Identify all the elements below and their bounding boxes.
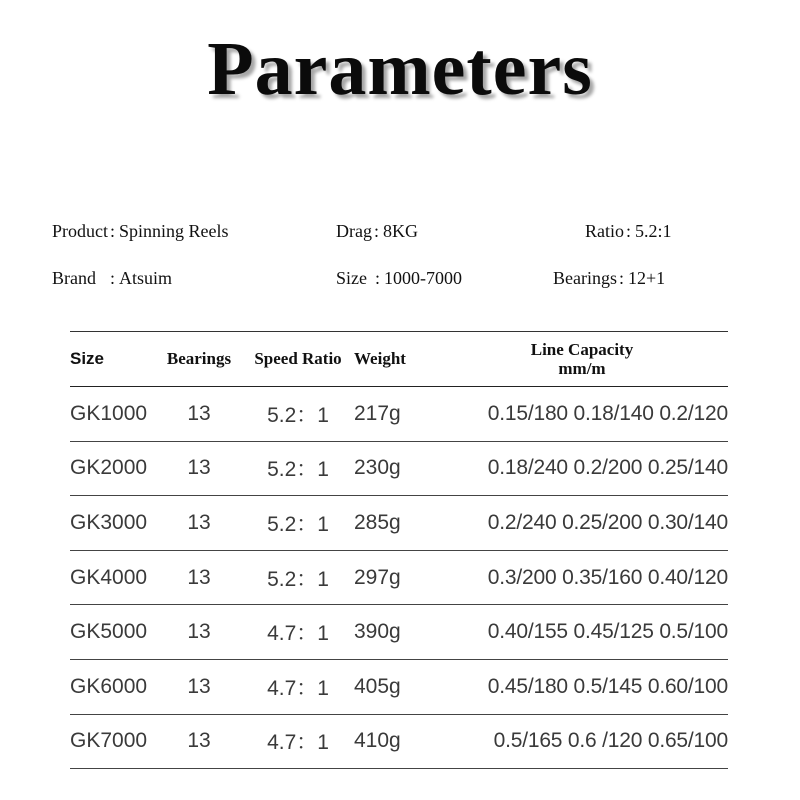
table-header-row (70, 332, 728, 387)
cell-line-capacity: 0.40/155 0.45/125 0.5/100 (436, 605, 728, 660)
cell-model: GK2000 (70, 441, 156, 496)
cell-weight: 285g (354, 496, 436, 551)
header-bearings: Bearings (156, 332, 242, 387)
cell-bearings: 13 (156, 550, 242, 605)
cell-weight: 390g (354, 605, 436, 660)
cell-ratio: 4.7：1 (242, 605, 354, 660)
spec-drag-value: 8KG (383, 221, 418, 241)
header-speed-ratio: Speed Ratio (242, 332, 354, 387)
cell-bearings: 13 (156, 496, 242, 551)
cell-line-capacity: 0.45/180 0.5/145 0.60/100 (436, 659, 728, 714)
cell-ratio: 4.7：1 (242, 659, 354, 714)
spec-size-value: 1000-7000 (384, 268, 463, 288)
spec-ratio-label: Ratio (585, 221, 624, 241)
cell-line-capacity: 0.2/240 0.25/200 0.30/140 (436, 496, 728, 551)
cell-model: GK6000 (70, 659, 156, 714)
cell-line-capacity: 0.15/180 0.18/140 0.2/120 (436, 387, 728, 442)
cell-model: GK3000 (70, 496, 156, 551)
cell-weight: 217g (354, 387, 436, 442)
table-row (70, 659, 728, 714)
header-line-capacity-unit: mm/m (558, 359, 606, 378)
cell-model: GK4000 (70, 550, 156, 605)
table-row (70, 550, 728, 605)
table-row (70, 387, 728, 442)
cell-line-capacity: 0.3/200 0.35/160 0.40/120 (436, 550, 728, 605)
spec-ratio: Ratio : 5.2:1 (585, 221, 672, 241)
cell-weight: 297g (354, 550, 436, 605)
spec-bearings-value: 12+1 (628, 268, 666, 288)
table-row (70, 605, 728, 660)
header-weight: Weight (354, 332, 436, 387)
spec-size: Size : 1000-7000 (336, 268, 463, 288)
cell-ratio: 5.2：1 (242, 387, 354, 442)
cell-weight: 410g (354, 714, 436, 769)
cell-ratio: 4.7：1 (242, 714, 354, 769)
header-line-capacity (436, 332, 728, 387)
spec-ratio-value: 5.2:1 (635, 221, 672, 241)
cell-ratio: 5.2：1 (242, 441, 354, 496)
spec-product: Product : Spinning Reels (52, 221, 229, 241)
cell-ratio: 5.2：1 (242, 550, 354, 605)
cell-bearings: 13 (156, 714, 242, 769)
cell-bearings: 13 (156, 605, 242, 660)
spec-product-label: Product (52, 221, 108, 241)
cell-ratio: 5.2：1 (242, 496, 354, 551)
header-line-capacity-label: Line Capacity (530, 340, 634, 359)
cell-line-capacity: 0.18/240 0.2/200 0.25/140 (436, 441, 728, 496)
spec-product-value: Spinning Reels (119, 221, 229, 241)
parameters-table (70, 331, 728, 769)
spec-drag-label: Drag (336, 221, 372, 241)
cell-model: GK7000 (70, 714, 156, 769)
table-row (70, 496, 728, 551)
cell-weight: 405g (354, 659, 436, 714)
spec-brand-label: Brand (52, 268, 96, 288)
table-row (70, 441, 728, 496)
cell-model: GK5000 (70, 605, 156, 660)
header-size: Size (70, 332, 156, 387)
spec-brand-value: Atsuim (119, 268, 173, 288)
spec-bearings-label: Bearings (553, 268, 617, 288)
cell-line-capacity: 0.5/165 0.6 /120 0.65/100 (436, 714, 728, 769)
table-row (70, 714, 728, 769)
cell-bearings: 13 (156, 659, 242, 714)
spec-brand: Brand : Atsuim (52, 268, 173, 288)
page-title: Parameters (207, 27, 593, 111)
cell-weight: 230g (354, 441, 436, 496)
spec-size-label: Size (336, 268, 367, 288)
spec-drag: Drag : 8KG (336, 221, 418, 241)
spec-bearings: Bearings : 12+1 (553, 268, 666, 288)
cell-bearings: 13 (156, 441, 242, 496)
cell-model: GK1000 (70, 387, 156, 442)
cell-bearings: 13 (156, 387, 242, 442)
